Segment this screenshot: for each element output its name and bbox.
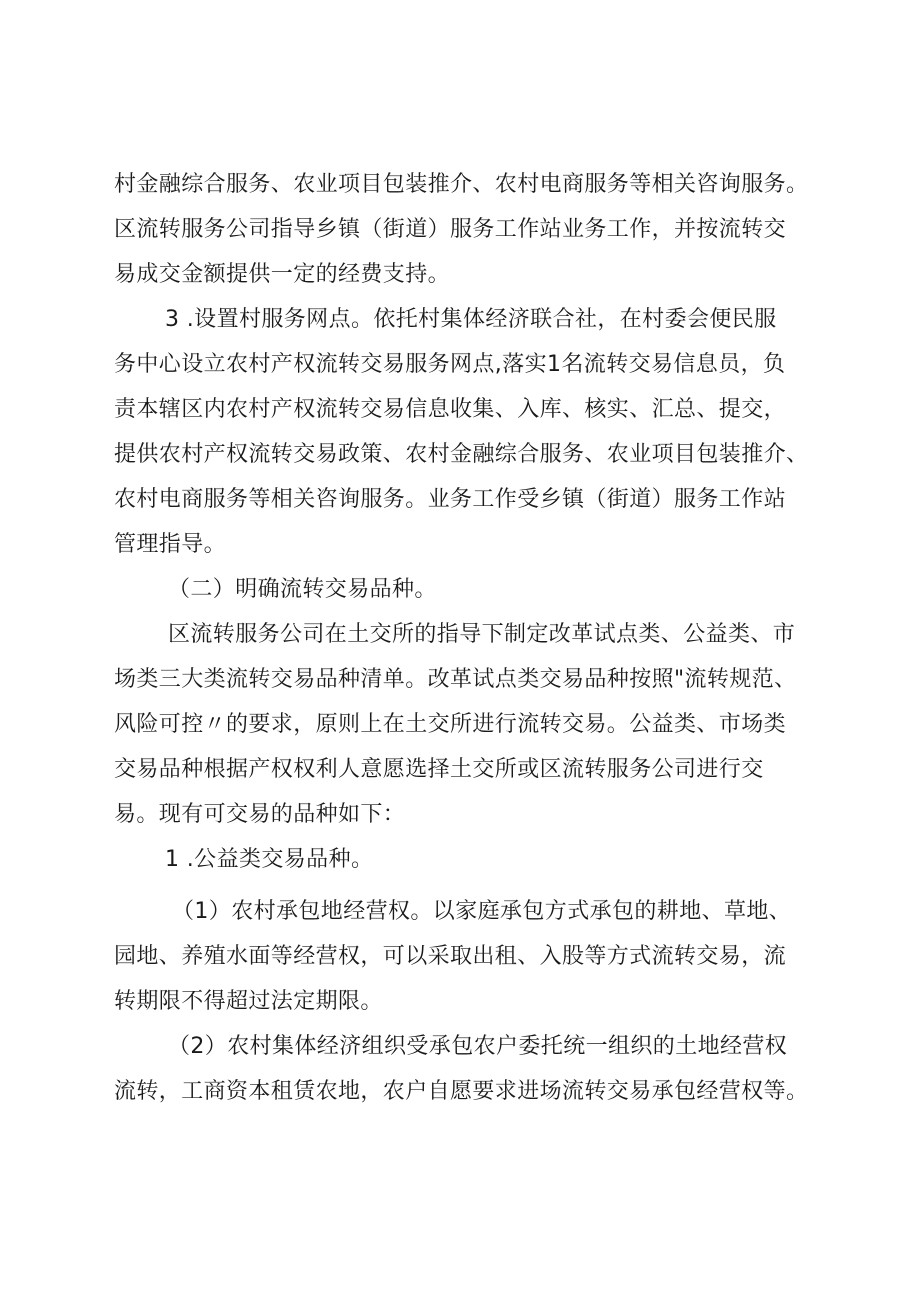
text-line-14: 交易品种根据产权权利人意愿选择土交所或区流转服务公司进行交 xyxy=(114,757,764,782)
text-line-5: 务中心设立农村产权流转交易服务网点,落实1名流转交易信息员，负 xyxy=(114,352,786,377)
text-line-18: 园地、养殖水面等经营权，可以采取出租、入股等方式流转交易，流 xyxy=(114,944,787,969)
text-line-15: 易。现有可交易的品种如下： xyxy=(114,802,406,827)
text-line-13: 风险可控〃的要求，原则上在土交所进行流转交易。公益类、市场类 xyxy=(114,712,787,737)
text-line-20: （2）农村集体经济组织受承包农户委托统一组织的土地经营权 xyxy=(168,1034,788,1059)
text-line-7: 提供农村产权流转交易政策、农村金融综合服务、农业项目包装推介、 xyxy=(114,442,809,467)
text-line-21: 流转，工商资本租赁农地，农户自愿要求进场流转交易承包经营权等。 xyxy=(114,1079,809,1104)
text-line-11: 区流转服务公司在土交所的指导下制定改革试点类、公益类、市 xyxy=(168,622,796,647)
text-line-2: 区流转服务公司指导乡镇（街道）服务工作站业务工作，并按流转交 xyxy=(114,217,787,242)
text-line-6: 责本辖区内农村产权流转交易信息收集、入库、核实、汇总、提交， xyxy=(114,397,787,422)
text-line-9: 管理指导。 xyxy=(114,532,227,557)
text-line-19: 转期限不得超过法定期限。 xyxy=(114,989,383,1014)
section-heading: （二）明确流转交易品种。 xyxy=(168,577,437,602)
text-line-3: 易成交金额提供一定的经费支持。 xyxy=(114,262,451,287)
text-line-4: 3 .设置村服务网点。依托村集体经济联合社，在村委会便民服 xyxy=(165,307,777,332)
text-line-8: 农村电商服务等相关咨询服务。业务工作受乡镇（街道）服务工作站 xyxy=(114,487,787,512)
text-line-12: 场类三大类流转交易品种清单。改革试点类交易品种按照"流转规范、 xyxy=(114,667,797,692)
text-line-17: （1）农村承包地经营权。以家庭承包方式承包的耕地、草地、 xyxy=(172,899,792,924)
subsection-heading: 1 .公益类交易品种。 xyxy=(165,847,374,872)
text-line-1: 村金融综合服务、农业项目包装推介、农村电商服务等相关咨询服务。 xyxy=(114,172,809,197)
